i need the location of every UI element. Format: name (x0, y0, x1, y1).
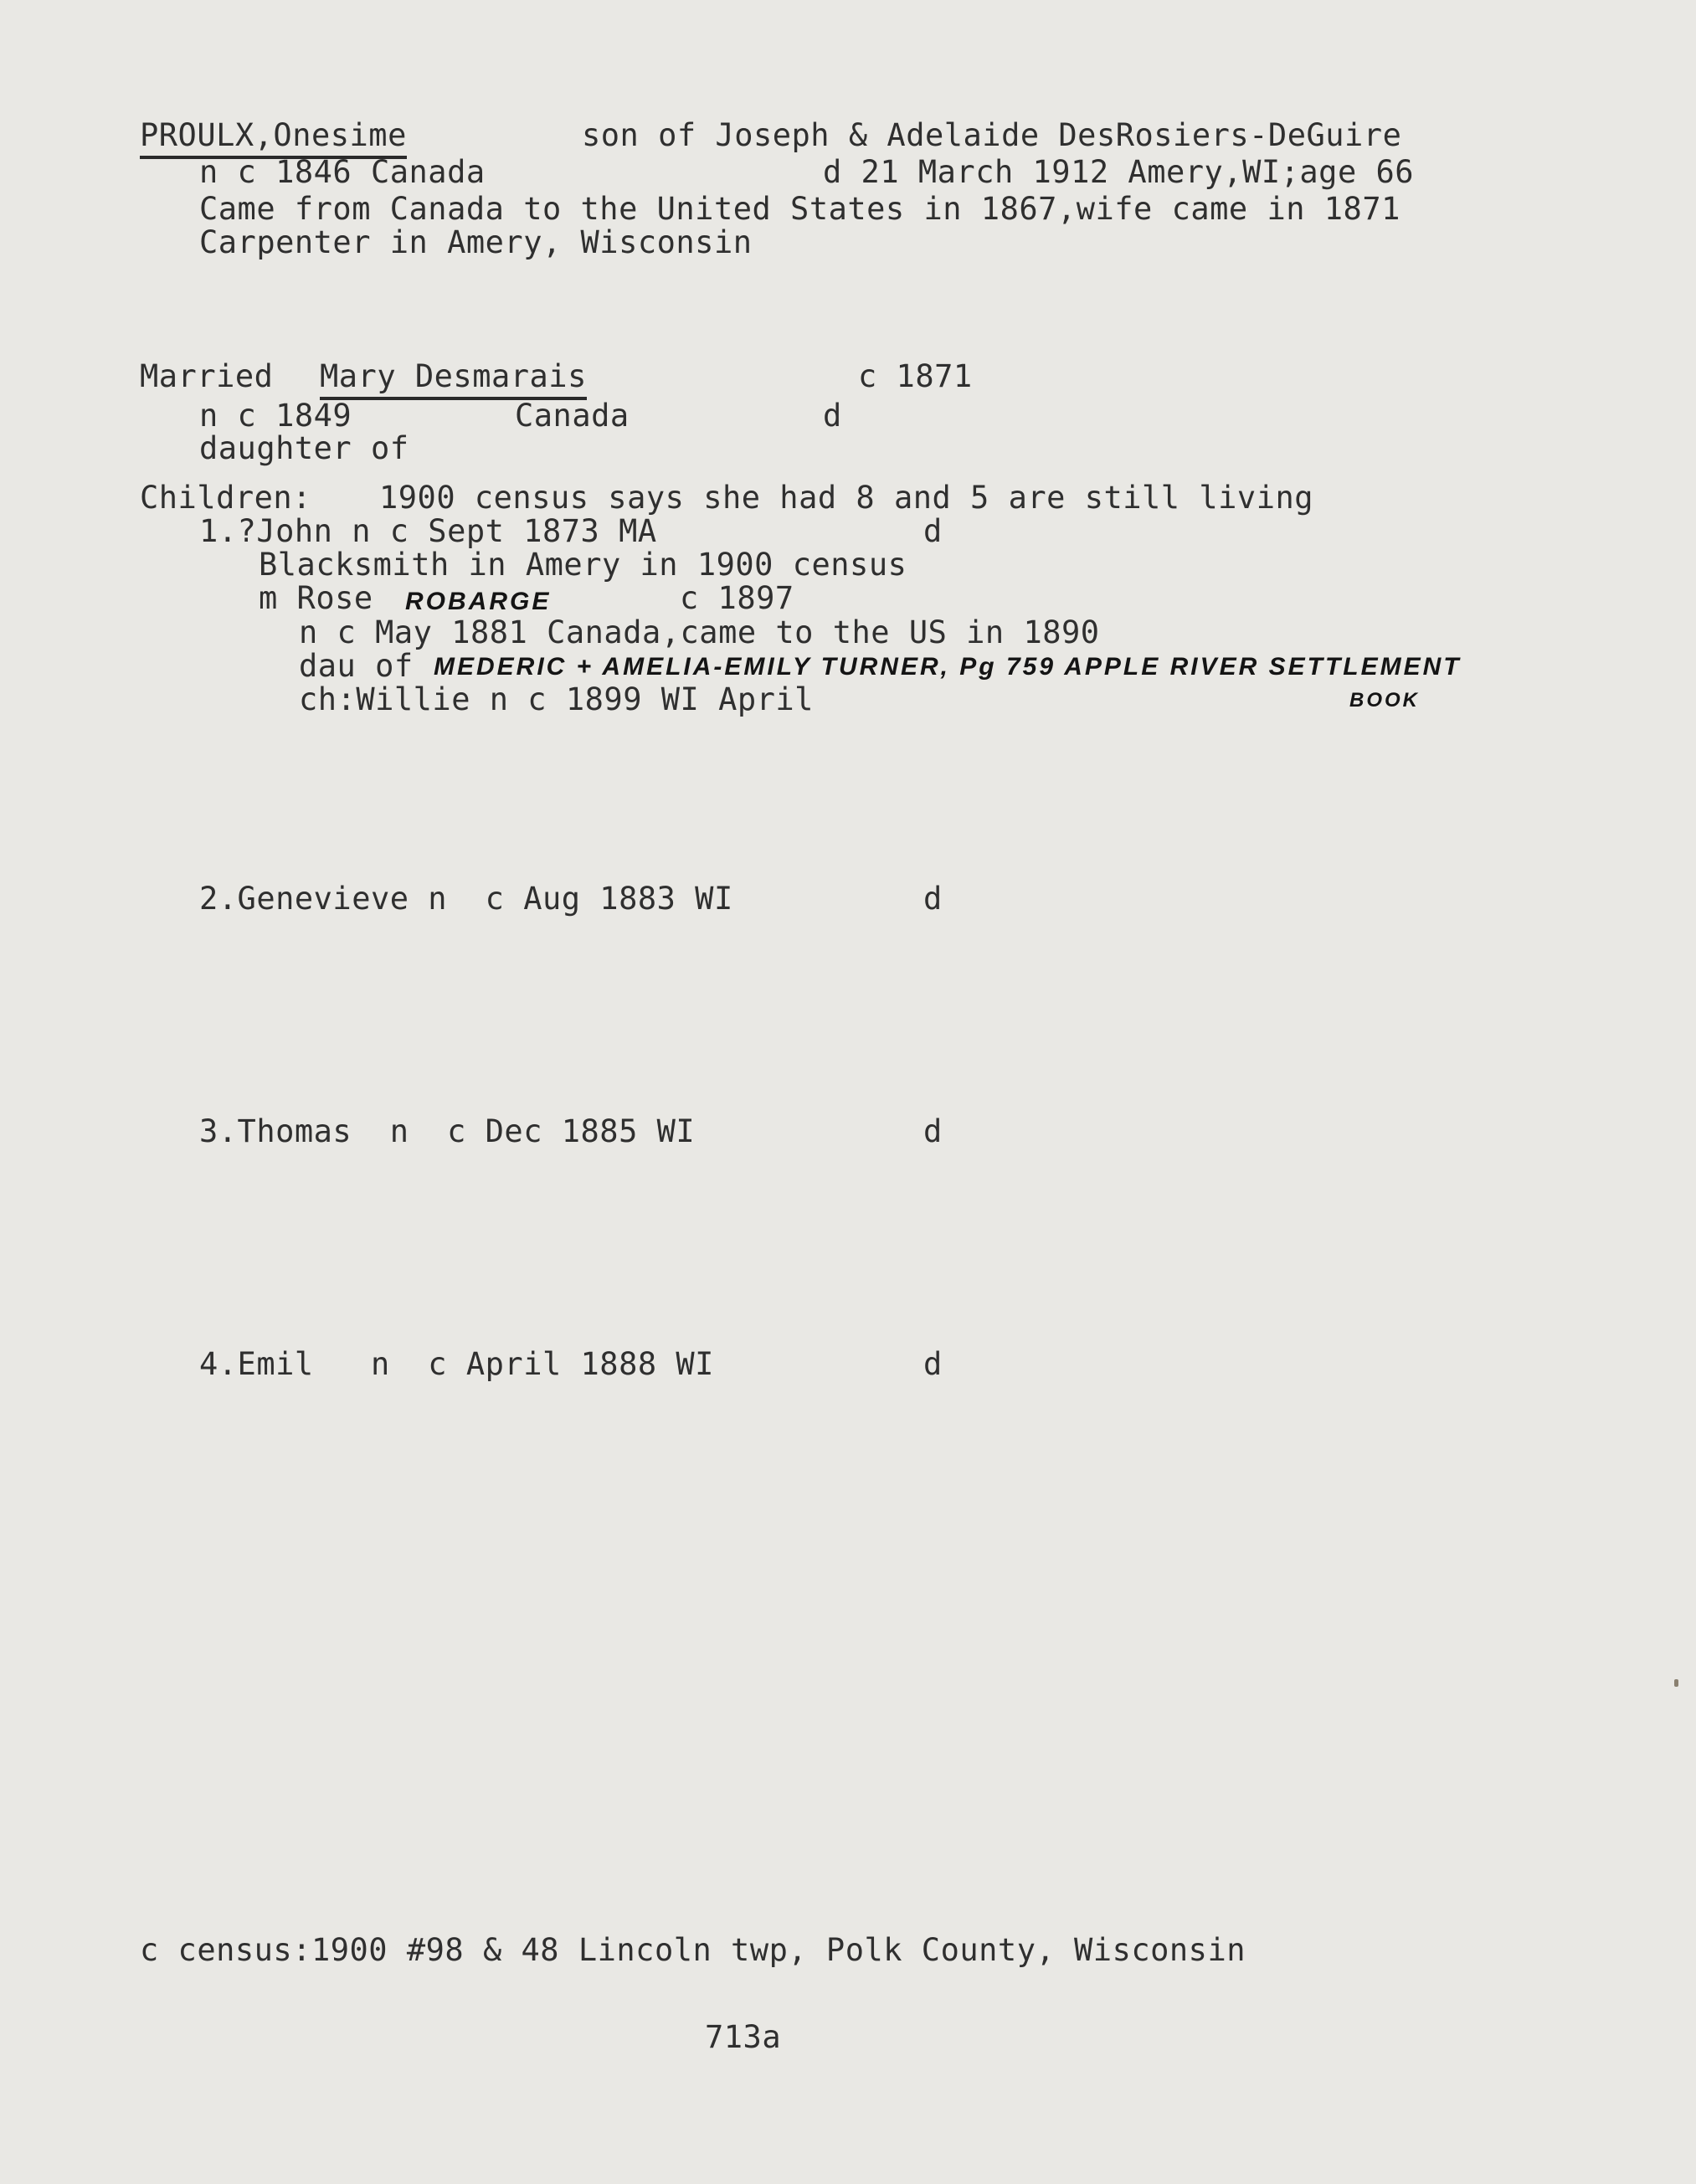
married-label: Married (140, 358, 274, 394)
child-2-death: d (923, 881, 943, 917)
person-name: PROULX,Onesime (140, 117, 407, 159)
paper-fleck (1674, 1679, 1678, 1687)
child-1-married-date: c 1897 (680, 580, 794, 616)
child-3-death: d (923, 1113, 943, 1149)
handwritten-parents-note: MEDERIC + AMELIA-EMILY TURNER, Pg 759 APPLE RIVER SETTLEMENT (434, 653, 1462, 681)
marriage-date: c 1871 (858, 358, 973, 394)
immigration-line: Came from Canada to the United States in 1867,wife came in 1871 (199, 191, 1400, 227)
children-note: 1900 census says she had 8 and 5 are still living (379, 480, 1314, 516)
grandchild-entry: ch:Willie n c 1899 WI April (299, 681, 814, 717)
birth-line: n c 1846 Canada (199, 154, 486, 190)
handwritten-note-continued: BOOK (1349, 689, 1420, 712)
handwritten-surname: ROBARGE (405, 588, 552, 615)
child-1-occupation: Blacksmith in Amery in 1900 census (259, 547, 907, 583)
death-line: d 21 March 1912 Amery,WI;age 66 (823, 154, 1415, 190)
spouse-parents: daughter of (199, 430, 409, 466)
child-1-spouse-parents-label: dau of (299, 648, 414, 684)
child-1-death: d (923, 513, 943, 549)
child-3-entry: 3.Thomas n c Dec 1885 WI (199, 1113, 696, 1149)
spouse-birth: n c 1849 (199, 398, 352, 434)
spouse-name: Mary Desmarais (320, 358, 587, 400)
child-1-spouse-birth: n c May 1881 Canada,came to the US in 1890 (299, 614, 1100, 650)
child-1-married: m Rose (259, 580, 373, 616)
child-2-entry: 2.Genevieve n c Aug 1883 WI (199, 881, 733, 917)
spouse-birth-place: Canada (515, 398, 630, 434)
spouse-death: d (823, 398, 842, 434)
occupation-line: Carpenter in Amery, Wisconsin (199, 224, 753, 260)
child-1-entry: 1.?John n c Sept 1873 MA (199, 513, 657, 549)
child-4-death: d (923, 1346, 943, 1382)
page-number: 713a (705, 2019, 782, 2055)
child-4-entry: 4.Emil n c April 1888 WI (199, 1346, 714, 1382)
parents-line: son of Joseph & Adelaide DesRosiers-DeGuire (582, 117, 1402, 153)
census-footer: c census:1900 #98 & 48 Lincoln twp, Polk County, Wisconsin (140, 1932, 1246, 1968)
children-label: Children: (140, 480, 311, 516)
